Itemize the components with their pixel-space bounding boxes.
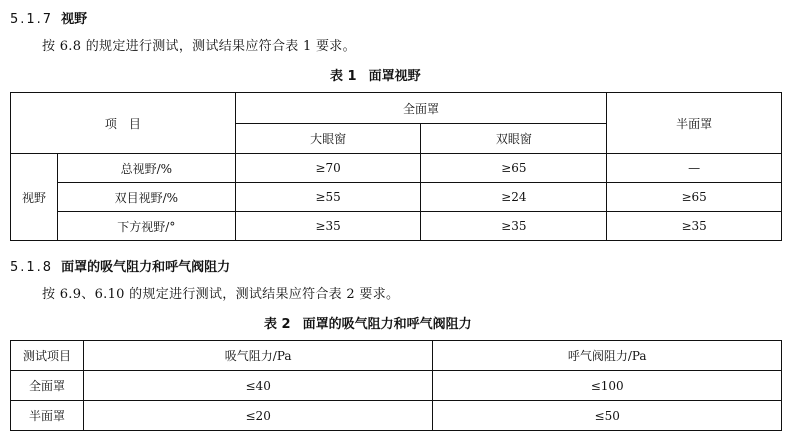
table1-caption-title: 面罩视野 <box>368 69 421 84</box>
table-row <box>11 401 782 431</box>
section-heading-5-1-7 <box>10 8 87 27</box>
table1-header-half-mask: 半面罩 <box>607 93 782 154</box>
table2-cell-inhale: ≤20 <box>83 401 433 431</box>
section-heading-5-1-8 <box>10 256 230 275</box>
table1-row-label: 双目视野/% <box>57 183 235 212</box>
table1-cell-half: ≥65 <box>607 183 782 212</box>
table-row <box>11 212 782 241</box>
table1-cell-big: ≥55 <box>235 183 421 212</box>
table-row <box>11 183 782 212</box>
table2-cell-inhale: ≤40 <box>83 371 433 401</box>
table2-cell-exhale: ≤100 <box>433 371 782 401</box>
table1-row-label: 下方视野/° <box>57 212 235 241</box>
table1-field-of-view <box>10 92 782 241</box>
table1-cell-double: ≥35 <box>421 212 607 241</box>
table2-row-label: 半面罩 <box>11 401 84 431</box>
table1-cell-double: ≥65 <box>421 154 607 183</box>
table-row <box>11 371 782 401</box>
table2-caption-title: 面罩的吸气阻力和呼气阀阻力 <box>302 317 472 332</box>
paragraph-5-1-7: 按 6.8 的规定进行测试，测试结果应符合表 1 要求。 <box>42 39 356 54</box>
table2-header-inhale: 吸气阻力/Pa <box>83 341 433 371</box>
section-number: 5.1.8 <box>10 260 54 275</box>
table1-caption <box>330 65 421 84</box>
table1-group-label: 视野 <box>11 154 58 241</box>
table1-cell-half: — <box>607 154 782 183</box>
table-row <box>11 154 782 183</box>
table1-cell-double: ≥24 <box>421 183 607 212</box>
table2-resistance <box>10 340 782 431</box>
table2-caption-number: 表 2 <box>264 317 291 332</box>
table2-header-exhale: 呼气阀阻力/Pa <box>433 341 782 371</box>
table2-header-item: 测试项目 <box>11 341 84 371</box>
table1-header-big-window: 大眼窗 <box>235 124 421 154</box>
table1-header-full-mask: 全面罩 <box>235 93 607 124</box>
section-title: 视野 <box>61 12 88 27</box>
table2-cell-exhale: ≤50 <box>433 401 782 431</box>
table1-cell-half: ≥35 <box>607 212 782 241</box>
table2-caption <box>264 313 472 332</box>
table1-row-label: 总视野/% <box>57 154 235 183</box>
section-number: 5.1.7 <box>10 12 54 27</box>
table1-header-item: 项 目 <box>11 93 236 154</box>
paragraph-5-1-8: 按 6.9、6.10 的规定进行测试，测试结果应符合表 2 要求。 <box>42 287 400 302</box>
table1-caption-number: 表 1 <box>330 69 357 84</box>
table2-row-label: 全面罩 <box>11 371 84 401</box>
table1-header-double-window: 双眼窗 <box>421 124 607 154</box>
table1-cell-big: ≥70 <box>235 154 421 183</box>
table1-cell-big: ≥35 <box>235 212 421 241</box>
section-title: 面罩的吸气阻力和呼气阀阻力 <box>61 260 231 275</box>
